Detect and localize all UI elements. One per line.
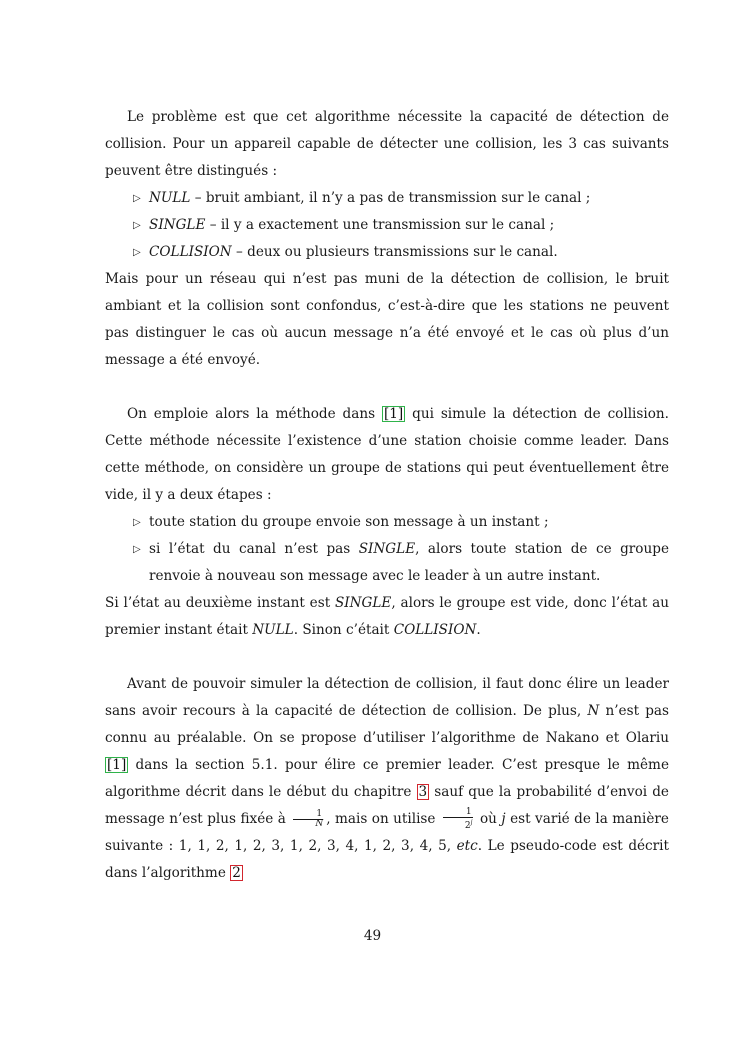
paragraph-no-detection: Mais pour un réseau qui n’est pas muni de la détection de collision, le bruit ambiant et la collision sont confondus, c’est-à-dire que les stations ne peuvent pas distinguer le cas où aucun message n’a été envoyé et le cas où plus d’un message a été envoyé. bbox=[105, 271, 669, 368]
list-item: ▷ si l’état du canal n’est pas SINGLE, alors toute station de ce groupe renvoie à nouveau son message avec le leader à un autre instant. bbox=[149, 536, 669, 590]
chapter-ref-link[interactable]: 3 bbox=[418, 784, 428, 800]
fraction-one-over-n: $\frac{1}{N}$ bbox=[292, 810, 324, 829]
page-body bbox=[105, 104, 669, 887]
triangle-bullet-icon: ▷ bbox=[133, 544, 141, 555]
page-number: 49 bbox=[363, 928, 382, 944]
paragraph-leader-election: Avant de pouvoir simuler la détection de collision, il faut donc élire un leader sans avoir recours à la capacité de détection de collision. De plus, N n’est pas connu au préalable. On se propose d’utiliser l’algorithme de Nakano et Olariu [1] dans la section 5.1. pour élire ce premier leader. C’est presque le même algorithme décrit dans le début du chapitre 3 sauf que la probabilité d’envoi de message n’est plus fixée à $\frac{1}{N}$ , mais on utilise $\frac{1}{2^j}$ où j est varié de la manière suivante : 1, 1, 2, 1, 2, 3, 1, 2, 3, 4, 1, 2, 3, 4, 5, etc. Le pseudo-code est décrit dans l’algorithme 2 bbox=[105, 676, 669, 881]
list-item: ▷ SINGLE – il y a exactement une transmission sur le canal ; bbox=[149, 212, 669, 239]
citation-link[interactable]: [1] bbox=[107, 757, 127, 773]
paragraph-simulation-method: On emploie alors la méthode dans [1] qui simule la détection de collision. Cette méthode nécessite l’existence d’une station choisie comme leader. Dans cette méthode, on considère un groupe de stations qui peut éventuellement être vide, il y a deux étapes : bbox=[105, 406, 669, 503]
triangle-bullet-icon: ▷ bbox=[133, 193, 141, 204]
list-item: ▷ COLLISION – deux ou plusieurs transmissions sur le canal. bbox=[149, 239, 669, 266]
steps-list bbox=[105, 509, 669, 590]
fraction-one-over-two-pow-j: $\frac{1}{2^j}$ bbox=[442, 808, 474, 831]
algorithm-ref-link[interactable]: 2 bbox=[232, 865, 241, 881]
paragraph-collision-cases: Le problème est que cet algorithme nécessite la capacité de détection de collision. Pour un appareil capable de détecter une collision, les 3 cas suivants peuvent être distingués : bbox=[105, 109, 669, 179]
list-item: ▷ toute station du groupe envoie son message à un instant ; bbox=[149, 509, 669, 536]
citation-link[interactable]: [1] bbox=[383, 406, 404, 422]
list-item: ▷ NULL – bruit ambiant, il n’y a pas de transmission sur le canal ; bbox=[149, 185, 669, 212]
triangle-bullet-icon: ▷ bbox=[133, 220, 141, 231]
triangle-bullet-icon: ▷ bbox=[133, 247, 141, 258]
paragraph-state-conclusion: Si l’état au deuxième instant est SINGLE, alors le groupe est vide, donc l’état au premier instant était NULL. Sinon c’était COLLISION. bbox=[105, 595, 669, 638]
triangle-bullet-icon: ▷ bbox=[133, 517, 141, 528]
collision-cases-list bbox=[105, 185, 669, 266]
